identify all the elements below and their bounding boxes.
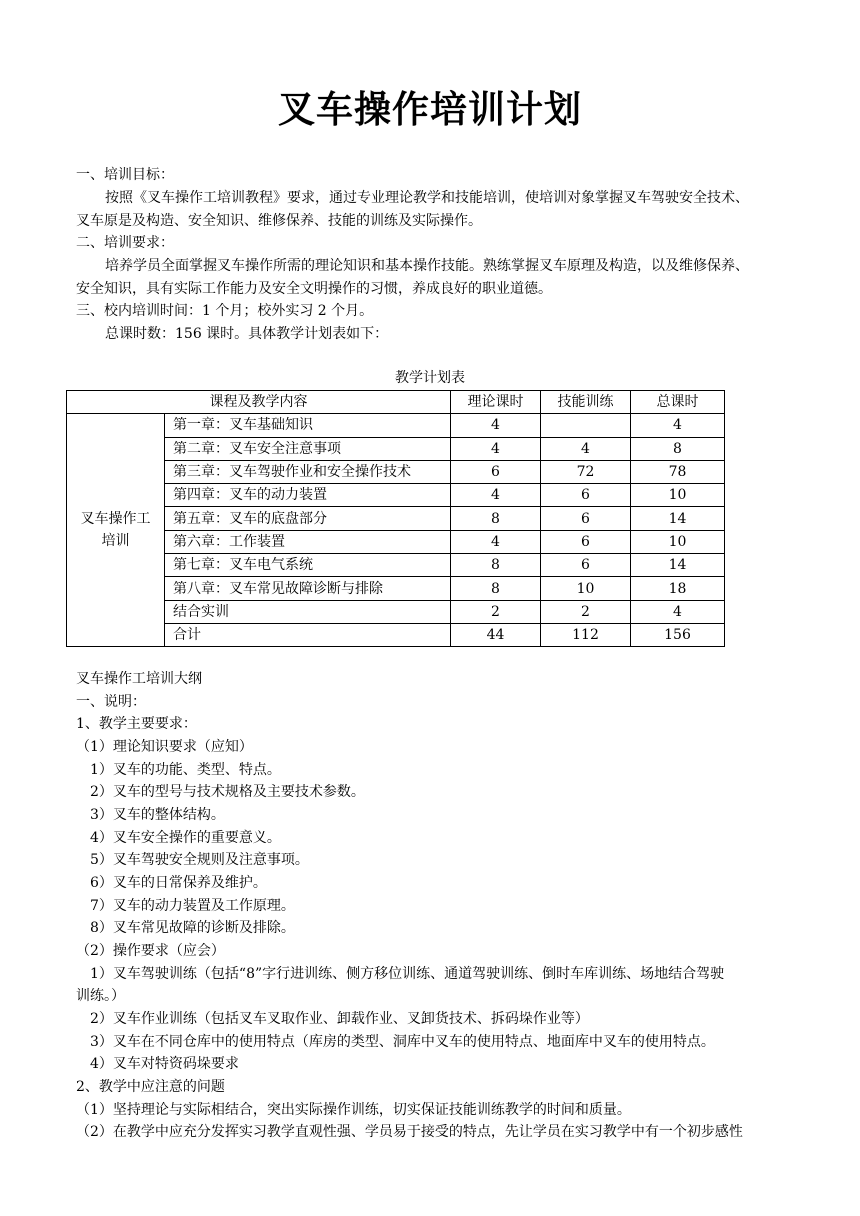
skill-hours: 2: [541, 600, 631, 623]
table-caption: 教学计划表: [395, 370, 465, 386]
section-heading: 三、校内培训时间：1 个月；校外实习 2 个月。: [76, 303, 374, 319]
total-hours: 8: [631, 437, 725, 460]
outline-line: 4）叉车对特资码垛要求: [90, 1056, 239, 1072]
outline-line: 2）叉车的型号与技术规格及主要技术参数。: [90, 784, 365, 800]
table-row: [67, 414, 725, 437]
outline-title: 叉车操作工培训大纲: [76, 671, 202, 687]
chapter-name: 第一章：叉车基础知识: [165, 414, 451, 437]
total-hours: 10: [631, 530, 725, 553]
outline-line: （1）理论知识要求（应知）: [76, 739, 253, 755]
total-hours: 18: [631, 577, 725, 600]
theory-hours: 4: [451, 530, 541, 553]
chapter-name: 第二章：叉车安全注意事项: [165, 437, 451, 460]
outline-line: 一、说明：: [76, 694, 146, 710]
header-course: 课程及教学内容: [67, 391, 451, 414]
skill-hours: 6: [541, 554, 631, 577]
section-heading: 二、培训要求：: [76, 235, 174, 251]
skill-hours: 72: [541, 460, 631, 483]
paragraph-line: 按照《叉车操作工培训教程》要求，通过专业理论教学和技能培训，使培训对象掌握叉车驾驶安全技术、: [105, 190, 749, 206]
outline-line: 3）叉车在不同仓库中的使用特点（库房的类型、洞库中叉车的使用特点、地面库中叉车的使用特点。: [90, 1034, 715, 1050]
group-label: 培训: [101, 533, 130, 550]
table-total-row: [67, 623, 725, 646]
chapter-name: 结合实训: [165, 600, 451, 623]
chapter-name: 第七章：叉车电气系统: [165, 554, 451, 577]
theory-hours: 8: [451, 554, 541, 577]
chapter-name: 第四章：叉车的动力装置: [165, 484, 451, 507]
total-hours: 10: [631, 484, 725, 507]
outline-line: （1）坚持理论与实际相结合，突出实际操作训练，切实保证技能训练教学的时间和质量。: [76, 1102, 631, 1118]
outline-line: 2、教学中应注意的问题: [76, 1079, 225, 1095]
total-hours: 4: [631, 414, 725, 437]
table-row: [67, 554, 725, 577]
theory-hours: 2: [451, 600, 541, 623]
header-skill: 技能训练: [541, 391, 631, 414]
total-hours: 14: [631, 507, 725, 530]
outline-line: 7）叉车的动力装置及工作原理。: [90, 898, 295, 914]
paragraph-line: 叉车原是及构造、安全知识、维修保养、技能的训练及实际操作。: [76, 213, 482, 229]
teaching-plan-table: [66, 390, 725, 647]
theory-hours: 4: [451, 414, 541, 437]
skill-hours: 4: [541, 437, 631, 460]
header-total: 总课时: [631, 391, 725, 414]
chapter-name: 第五章：叉车的底盘部分: [165, 507, 451, 530]
outline-line: 1）叉车驾驶训练（包括“8”字行进训练、侧方移位训练、通道驾驶训练、倒时车库训练、场地结合驾驶: [90, 966, 725, 982]
total-hours: 156: [631, 623, 725, 646]
chapter-name: 第六章：工作装置: [165, 530, 451, 553]
table-header-row: [67, 391, 725, 414]
outline-line: 1）叉车的功能、类型、特点。: [90, 762, 281, 778]
paragraph-line: 总课时数：156 课时。具体教学计划表如下：: [105, 326, 389, 342]
group-label: 叉车操作工: [80, 511, 151, 528]
table-row: [67, 530, 725, 553]
header-theory: 理论课时: [451, 391, 541, 414]
skill-hours: 10: [541, 577, 631, 600]
outline-line: 4）叉车安全操作的重要意义。: [90, 830, 281, 846]
theory-hours: 44: [451, 623, 541, 646]
table-row: [67, 484, 725, 507]
paragraph-line: 安全知识，具有实际工作能力及安全文明操作的习惯，养成良好的职业道德。: [76, 281, 552, 297]
total-hours: 78: [631, 460, 725, 483]
table-row: [67, 600, 725, 623]
total-hours: 14: [631, 554, 725, 577]
table-row: [67, 460, 725, 483]
skill-hours: 6: [541, 484, 631, 507]
course-group-cell: [67, 414, 165, 647]
outline-line: （2）在教学中应充分发挥实习教学直观性强、学员易于接受的特点，先让学员在实习教学中有一个初步感性: [76, 1124, 743, 1140]
outline-line: 2）叉车作业训练（包括叉车叉取作业、卸载作业、叉卸货技术、拆码垛作业等）: [90, 1011, 589, 1027]
paragraph-line: 培养学员全面掌握叉车操作所需的理论知识和基本操作技能。熟练掌握叉车原理及构造，以及维修保养、: [105, 258, 749, 274]
outline-line: 训练。）: [76, 988, 125, 1004]
total-hours: 4: [631, 600, 725, 623]
table-row: [67, 507, 725, 530]
outline-line: 1、教学主要要求：: [76, 716, 197, 732]
theory-hours: 6: [451, 460, 541, 483]
skill-hours: [541, 414, 631, 437]
section-heading: 一、培训目标：: [76, 167, 174, 183]
chapter-name: 合计: [165, 623, 451, 646]
theory-hours: 4: [451, 484, 541, 507]
outline-line: 6）叉车的日常保养及维护。: [90, 875, 267, 891]
chapter-name: 第八章：叉车常见故障诊断与排除: [165, 577, 451, 600]
outline-line: （2）操作要求（应会）: [76, 943, 225, 959]
chapter-name: 第三章：叉车驾驶作业和安全操作技术: [165, 460, 451, 483]
theory-hours: 8: [451, 577, 541, 600]
table-row: [67, 577, 725, 600]
page-title: 叉车操作培训计划: [278, 87, 582, 131]
theory-hours: 8: [451, 507, 541, 530]
skill-hours: 6: [541, 530, 631, 553]
outline-line: 5）叉车驾驶安全规则及注意事项。: [90, 852, 309, 868]
table-row: [67, 437, 725, 460]
outline-line: 3）叉车的整体结构。: [90, 807, 225, 823]
theory-hours: 4: [451, 437, 541, 460]
outline-line: 8）叉车常见故障的诊断及排除。: [90, 920, 295, 936]
skill-hours: 6: [541, 507, 631, 530]
skill-hours: 112: [541, 623, 631, 646]
